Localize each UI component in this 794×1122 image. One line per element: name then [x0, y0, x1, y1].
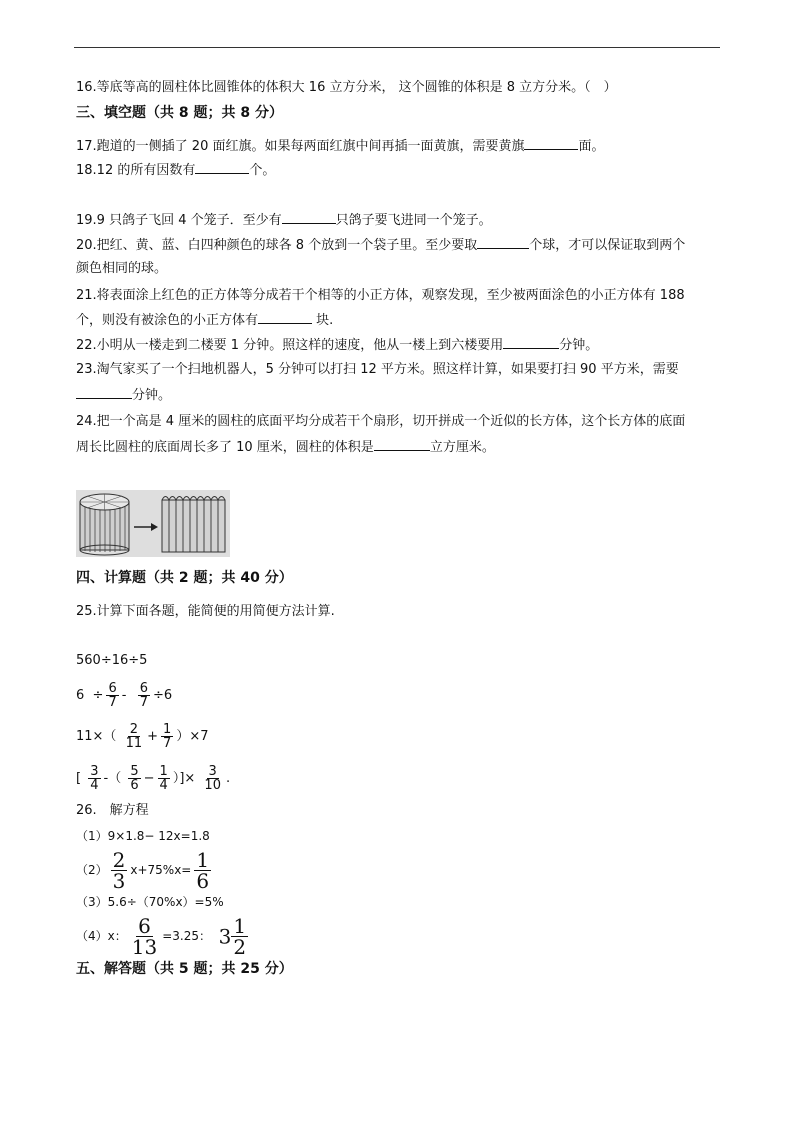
fraction: $\frac{3}{10}$ [204, 764, 221, 793]
equation-2: （2） $\frac{2}{3}$ x+75%x= $\frac{1}{6}$ [76, 848, 210, 893]
answer-blank-17[interactable] [524, 137, 578, 150]
question-17: 17.跑道的一侧插了 20 面红旗。如果每两面红旗中间再插一面黄旗，需要黄旗 面。 [76, 139, 605, 154]
fraction: $\frac{2}{11}$ [125, 722, 143, 751]
question-19: 19.9 只鸽子飞回 4 个笼子．至少有 只鸽子要飞进同一个笼子。 [76, 213, 492, 228]
answer-blank-19[interactable] [282, 211, 336, 224]
fraction: $\frac{1}{7}$ [163, 722, 172, 751]
question-26: 26. 解方程 [76, 803, 149, 818]
equation-3: （3）5.6÷（70%x）=5% [76, 895, 224, 909]
section-3-title: 三、填空题（共 8 题；共 8 分） [76, 105, 283, 121]
fraction: $\frac{2}{3}$ [112, 848, 126, 893]
answer-blank-18[interactable] [195, 161, 249, 174]
question-23-line2: 分钟。 [76, 386, 171, 405]
section-5-title: 五、解答题（共 5 题；共 25 分） [76, 961, 293, 977]
equation-1: （1）9×1.8− 12x=1.8 [76, 829, 210, 843]
fraction: $\frac{6}{13}$ [131, 914, 158, 959]
fraction: $\frac{3}{4}$ [90, 764, 99, 793]
answer-blank-24[interactable] [374, 438, 430, 451]
section-4-title: 四、计算题（共 2 题；共 40 分） [76, 570, 293, 586]
answer-blank-21[interactable] [258, 311, 312, 324]
question-24: 24.把一个高是 4 厘米的圆柱的底面平均分成若干个扇形，切开拼成一个近似的长方体，这个长方体的底面 [76, 414, 686, 429]
question-22: 22.小明从一楼走到二楼要 1 分钟。照这样的速度，他从一楼上到六楼要用 分钟。 [76, 338, 599, 353]
expression-3: 11×（ $\frac{2}{11}$ + $\frac{1}{7}$ ）×7 [76, 722, 209, 751]
fraction: $\frac{1}{4}$ [159, 764, 168, 793]
expression-4: [ $\frac{3}{4}$ -（ $\frac{5}{6}$ − $\frac{1}{4}$ ）]× $\frac{3}{10}$ . [76, 764, 231, 793]
expression-2: 6 ÷ $\frac{6}{7}$ - $\frac{6}{7}$ ÷6 [76, 681, 173, 710]
fraction: $\frac{5}{6}$ [130, 764, 139, 793]
fraction: $\frac{1}{6}$ [196, 848, 210, 893]
question-16: 16.等底等高的圆柱体比圆锥体的体积大 16 立方分米， 这个圆锥的体积是 8 立方分米。（ ） [76, 80, 617, 95]
fraction: $\frac{1}{2}$ [233, 914, 247, 959]
question-25: 25.计算下面各题，能简便的用简便方法计算. [76, 604, 335, 619]
answer-blank-22[interactable] [503, 336, 559, 349]
answer-blank-20[interactable] [477, 236, 529, 249]
question-24-line2: 周长比圆柱的底面周长多了 10 厘米，圆柱的体积是 立方厘米。 [76, 440, 495, 455]
expression-1: 560÷16÷5 [76, 653, 148, 668]
question-18: 18.12 的所有因数有 个。 [76, 163, 276, 178]
question-21: 21.将表面涂上红色的正方体等分成若干个相等的小正方体，观察发现，至少被两面涂色的小正方体有 188 [76, 288, 685, 303]
answer-blank-23[interactable] [76, 386, 132, 399]
cylinder-to-cuboid-figure [76, 490, 230, 557]
question-20-line2: 颜色相同的球。 [76, 261, 168, 276]
fraction: $\frac{6}{7}$ [108, 681, 117, 710]
cylinder-cut-diagram-icon [76, 490, 230, 557]
question-20: 20.把红、黄、蓝、白四种颜色的球各 8 个放到一个袋子里。至少要取 个球，才可以保证取到两个 [76, 238, 686, 253]
equation-4: （4）x： $\frac{6}{13}$ =3.25： 3 $\frac{1}{2}$ [76, 914, 247, 959]
fraction: $\frac{6}{7}$ [139, 681, 148, 710]
question-23: 23.淘气家买了一个扫地机器人，5 分钟可以打扫 12 平方米。照这样计算，如果要打扫 90 平方米，需要 [76, 362, 679, 377]
header-rule [74, 47, 720, 48]
question-21-line2: 个，则没有被涂色的小正方体有 块. [76, 313, 334, 328]
